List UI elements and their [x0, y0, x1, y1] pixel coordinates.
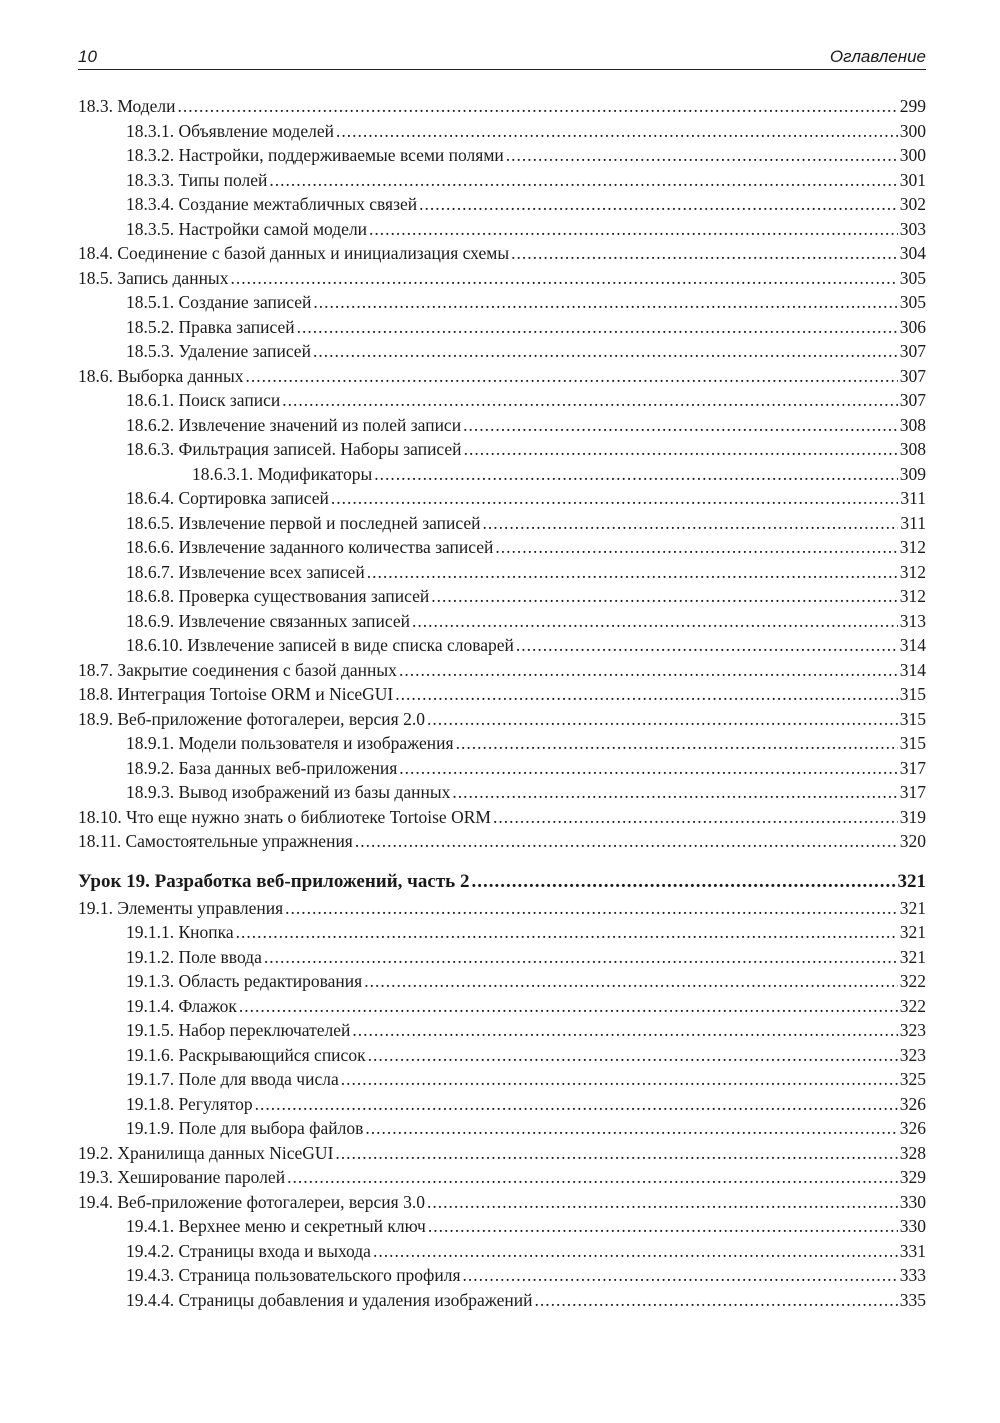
toc-entry-page: 319 [899, 806, 926, 827]
toc-entry-label: 19.4. Веб-приложение фотогалереи, версия 3.0 [78, 1191, 425, 1212]
toc-entry-page: 312 [899, 586, 926, 606]
toc-leader-dots [493, 805, 898, 830]
toc-leader-dots [374, 462, 898, 487]
toc-leader-dots [246, 364, 898, 389]
toc-leader-dots [264, 945, 898, 970]
toc-entry[interactable] [78, 413, 926, 438]
toc-leader-dots [456, 731, 898, 756]
toc-entry-page: 309 [899, 463, 926, 484]
toc-leader-dots [313, 290, 897, 315]
toc-entry-page: 299 [899, 96, 926, 116]
toc-entry-label: 18.6. Выборка данных [78, 365, 244, 386]
toc-entry[interactable] [78, 1239, 926, 1264]
toc-entry[interactable] [78, 658, 926, 683]
toc-entry[interactable] [78, 462, 926, 487]
toc-entry-label: 19.1.3. Область редактирования [126, 971, 363, 991]
toc-entry-page: 315 [899, 708, 926, 729]
toc-entry-label: 19.1.2. Поле ввода [126, 946, 262, 967]
toc-entry[interactable] [78, 535, 926, 560]
toc-leader-dots [399, 658, 898, 683]
toc-leader-dots [331, 486, 899, 511]
toc-entry-label: 18.9.3. Вывод изображений из базы данных [126, 782, 451, 802]
toc-entry[interactable] [78, 682, 926, 707]
toc-leader-dots [427, 707, 898, 732]
toc-entry-label: 18.10. Что еще нужно знать о библиотеке Tortoise ORM [78, 806, 491, 827]
table-of-contents [78, 94, 926, 1312]
toc-entry[interactable] [78, 1214, 926, 1239]
toc-entry[interactable] [78, 1116, 926, 1141]
toc-entry-page: 315 [899, 684, 926, 704]
toc-entry-label: 18.3.4. Создание межтабличных связей [126, 194, 418, 214]
toc-entry-label: 18.6.6. Извлечение заданного количества записей [126, 537, 494, 557]
toc-entry[interactable] [78, 192, 926, 217]
toc-entry-label: 19.1.4. Флажок [126, 995, 237, 1016]
toc-leader-dots [431, 584, 898, 609]
toc-leader-dots [282, 388, 898, 413]
toc-leader-dots [364, 969, 898, 994]
toc-entry[interactable] [78, 1263, 926, 1288]
toc-entry-page: 320 [899, 831, 926, 851]
toc-entry[interactable] [78, 143, 926, 168]
toc-leader-dots [412, 609, 898, 634]
toc-leader-dots [336, 119, 898, 144]
toc-entry-page: 326 [899, 1093, 926, 1114]
toc-leader-dots [399, 756, 898, 781]
toc-entry-label: 18.9.2. База данных веб-приложения [126, 757, 398, 778]
toc-entry[interactable] [78, 609, 926, 634]
toc-entry-page: 307 [899, 341, 926, 361]
toc-entry-label: 18.6.9. Извлечение связанных записей [126, 610, 411, 631]
toc-entry-label: 18.5. Запись данных [78, 267, 229, 288]
toc-entry-label: 18.6.8. Проверка существования записей [126, 586, 430, 606]
toc-entry[interactable] [78, 437, 926, 462]
toc-entry[interactable] [78, 217, 926, 242]
toc-leader-dots [463, 1263, 898, 1288]
toc-entry[interactable] [78, 1043, 926, 1068]
toc-entry[interactable] [78, 1190, 926, 1215]
toc-entry-page: 308 [899, 414, 926, 435]
toc-entry-label: 18.6.7. Извлечение всех записей [126, 561, 365, 582]
toc-entry-page: 330 [899, 1216, 926, 1236]
toc-entry-page: 311 [900, 512, 926, 533]
toc-entry[interactable] [78, 511, 926, 536]
toc-leader-dots [269, 168, 897, 193]
toc-entry-label: 18.3.1. Объявление моделей [126, 120, 334, 141]
toc-entry-label: 19.1.5. Набор переключателей [126, 1020, 351, 1040]
toc-entry[interactable] [78, 1018, 926, 1043]
toc-entry-label: 18.9. Веб-приложение фотогалереи, версия 2.0 [78, 708, 425, 729]
toc-leader-dots [355, 829, 898, 854]
toc-entry-label: 19.4.1. Верхнее меню и секретный ключ [126, 1216, 426, 1236]
toc-entry-label: 19.1.9. Поле для выбора файлов [126, 1118, 364, 1138]
toc-entry-label: 19.1. Элементы управления [78, 897, 284, 918]
toc-leader-dots [255, 1092, 898, 1117]
toc-leader-dots [464, 437, 898, 462]
toc-entry[interactable] [78, 1092, 926, 1117]
toc-entry-label: 18.5.1. Создание записей [126, 292, 312, 312]
toc-entry-page: 323 [899, 1044, 926, 1065]
toc-leader-dots [506, 143, 898, 168]
toc-entry[interactable] [78, 756, 926, 781]
toc-entry[interactable] [78, 829, 926, 854]
toc-leader-dots [285, 896, 898, 921]
toc-entry[interactable] [78, 920, 926, 945]
toc-leader-dots [287, 1165, 898, 1190]
toc-entry-page: 322 [899, 995, 926, 1016]
toc-leader-dots [427, 1190, 898, 1215]
toc-entry-page: 301 [899, 169, 926, 190]
toc-entry-page: 328 [899, 1142, 926, 1163]
toc-entry[interactable] [78, 290, 926, 315]
toc-entry-label: 19.1.8. Регулятор [126, 1093, 253, 1114]
toc-entry-page: 317 [899, 782, 926, 802]
toc-leader-dots [483, 511, 899, 536]
toc-entry-label: 18.9.1. Модели пользователя и изображения [126, 733, 454, 753]
toc-entry-page: 300 [899, 120, 926, 141]
toc-leader-dots [516, 633, 898, 658]
toc-entry-page: 331 [899, 1240, 926, 1261]
toc-entry-label: 18.3. Модели [78, 96, 176, 116]
toc-entry-page: 312 [899, 537, 926, 557]
toc-entry-page: 314 [899, 659, 926, 680]
toc-entry-label: 19.1.1. Кнопка [126, 922, 234, 942]
toc-entry-page: 305 [899, 267, 926, 288]
toc-entry-label: 19.1.6. Раскрывающийся список [126, 1044, 366, 1065]
toc-entry-label: 18.6.10. Извлечение записей в виде списка словарей [126, 635, 514, 655]
toc-leader-dots [335, 1141, 897, 1166]
toc-entry[interactable] [78, 339, 926, 364]
toc-entry-page: 314 [899, 635, 926, 655]
toc-entry[interactable] [78, 584, 926, 609]
toc-entry[interactable] [78, 94, 926, 119]
toc-chapter-entry[interactable] [78, 868, 926, 896]
toc-entry-label: 19.2. Хранилища данных NiceGUI [78, 1142, 334, 1163]
toc-entry[interactable] [78, 780, 926, 805]
toc-entry-page: 303 [899, 218, 926, 239]
toc-leader-dots [236, 920, 898, 945]
toc-entry-page: 306 [899, 316, 926, 337]
toc-entry[interactable] [78, 560, 926, 585]
toc-entry[interactable] [78, 1288, 926, 1313]
toc-entry[interactable] [78, 1165, 926, 1190]
toc-entry-label: Урок 19. Разработка веб-приложений, часть 2 [78, 870, 470, 892]
toc-leader-dots [373, 1239, 898, 1264]
toc-entry-label: 19.4.4. Страницы добавления и удаления изображений [126, 1289, 533, 1310]
toc-leader-dots [367, 560, 898, 585]
toc-entry-page: 321 [899, 946, 926, 967]
toc-entry[interactable] [78, 994, 926, 1019]
toc-entry-page: 335 [899, 1289, 926, 1310]
toc-entry-label: 18.3.3. Типы полей [126, 169, 268, 190]
toc-entry-label: 18.6.4. Сортировка записей [126, 488, 329, 508]
toc-entry-page: 333 [899, 1265, 926, 1285]
toc-entry-label: 18.6.3. Фильтрация записей. Наборы записей [126, 439, 462, 459]
toc-entry-page: 317 [899, 757, 926, 778]
toc-entry-page: 326 [899, 1118, 926, 1138]
toc-entry-label: 19.4.2. Страницы входа и выхода [126, 1240, 371, 1261]
toc-entry-page: 321 [899, 897, 926, 918]
toc-leader-dots [428, 1214, 898, 1239]
toc-entry-page: 308 [899, 439, 926, 459]
toc-entry-label: 18.5.3. Удаление записей [126, 341, 311, 361]
toc-entry-label: 19.1.7. Поле для ввода числа [126, 1069, 339, 1089]
toc-entry-page: 305 [899, 292, 926, 312]
toc-leader-dots [452, 780, 897, 805]
toc-entry-label: 19.4.3. Страница пользовательского профиля [126, 1265, 461, 1285]
toc-entry[interactable] [78, 969, 926, 994]
toc-entry-label: 18.6.1. Поиск записи [126, 390, 281, 410]
toc-entry-page: 312 [899, 561, 926, 582]
toc-leader-dots [230, 266, 897, 291]
toc-leader-dots [297, 315, 898, 340]
toc-leader-dots [471, 868, 895, 896]
toc-entry-label: 18.3.2. Настройки, поддерживаемые всеми полями [126, 145, 504, 165]
toc-leader-dots [511, 241, 898, 266]
toc-entry[interactable] [78, 707, 926, 732]
toc-entry[interactable] [78, 633, 926, 658]
toc-entry-page: 330 [899, 1191, 926, 1212]
toc-entry-label: 18.6.5. Извлечение первой и последней записей [126, 512, 481, 533]
toc-entry[interactable] [78, 1141, 926, 1166]
toc-entry-page: 302 [899, 194, 926, 214]
toc-entry-page: 304 [899, 243, 926, 263]
toc-leader-dots [178, 94, 898, 119]
toc-entry[interactable] [78, 241, 926, 266]
toc-entry[interactable] [78, 315, 926, 340]
toc-entry-label: 18.6.2. Извлечение значений из полей записи [126, 414, 462, 435]
toc-entry[interactable] [78, 805, 926, 830]
toc-entry[interactable] [78, 119, 926, 144]
toc-entry-label: 18.3.5. Настройки самой модели [126, 218, 368, 239]
toc-entry-label: 18.7. Закрытие соединения с базой данных [78, 659, 397, 680]
page-header [78, 44, 926, 70]
toc-entry-label: 18.8. Интеграция Tortoise ORM и NiceGUI [78, 684, 394, 704]
toc-entry[interactable] [78, 486, 926, 511]
toc-leader-dots [535, 1288, 898, 1313]
toc-entry-label: 19.3. Хеширование паролей [78, 1167, 286, 1187]
toc-entry-page: 300 [899, 145, 926, 165]
toc-leader-dots [369, 217, 898, 242]
toc-leader-dots [463, 413, 898, 438]
toc-leader-dots [419, 192, 898, 217]
toc-entry-page: 329 [899, 1167, 926, 1187]
toc-entry-label: 18.5.2. Правка записей [126, 316, 295, 337]
toc-leader-dots [395, 682, 898, 707]
toc-entry[interactable] [78, 388, 926, 413]
toc-entry[interactable] [78, 364, 926, 389]
page-number: 10 [78, 47, 97, 66]
toc-entry-page: 323 [899, 1020, 926, 1040]
toc-entry-page: 322 [899, 971, 926, 991]
running-title: Оглавление [829, 47, 926, 66]
toc-entry[interactable] [78, 896, 926, 921]
toc-entry-page: 307 [899, 365, 926, 386]
toc-leader-dots [341, 1067, 898, 1092]
toc-entry-page: 321 [899, 922, 926, 942]
toc-leader-dots [368, 1043, 898, 1068]
toc-entry-page: 321 [897, 870, 926, 892]
toc-entry-page: 313 [899, 610, 926, 631]
toc-entry[interactable] [78, 168, 926, 193]
toc-leader-dots [365, 1116, 897, 1141]
toc-entry[interactable] [78, 945, 926, 970]
toc-leader-dots [313, 339, 898, 364]
toc-leader-dots [239, 994, 898, 1019]
toc-leader-dots [352, 1018, 897, 1043]
toc-entry[interactable] [78, 266, 926, 291]
toc-leader-dots [495, 535, 897, 560]
toc-entry[interactable] [78, 1067, 926, 1092]
toc-entry-label: 18.11. Самостоятельные упражнения [78, 831, 353, 851]
toc-entry-label: 18.4. Соединение с базой данных и инициализация схемы [78, 243, 510, 263]
toc-entry-label: 18.6.3.1. Модификаторы [192, 463, 373, 484]
toc-entry-page: 325 [899, 1069, 926, 1089]
toc-entry-page: 315 [899, 733, 926, 753]
toc-entry[interactable] [78, 731, 926, 756]
toc-entry-page: 307 [899, 390, 926, 410]
toc-entry-page: 311 [900, 488, 926, 508]
